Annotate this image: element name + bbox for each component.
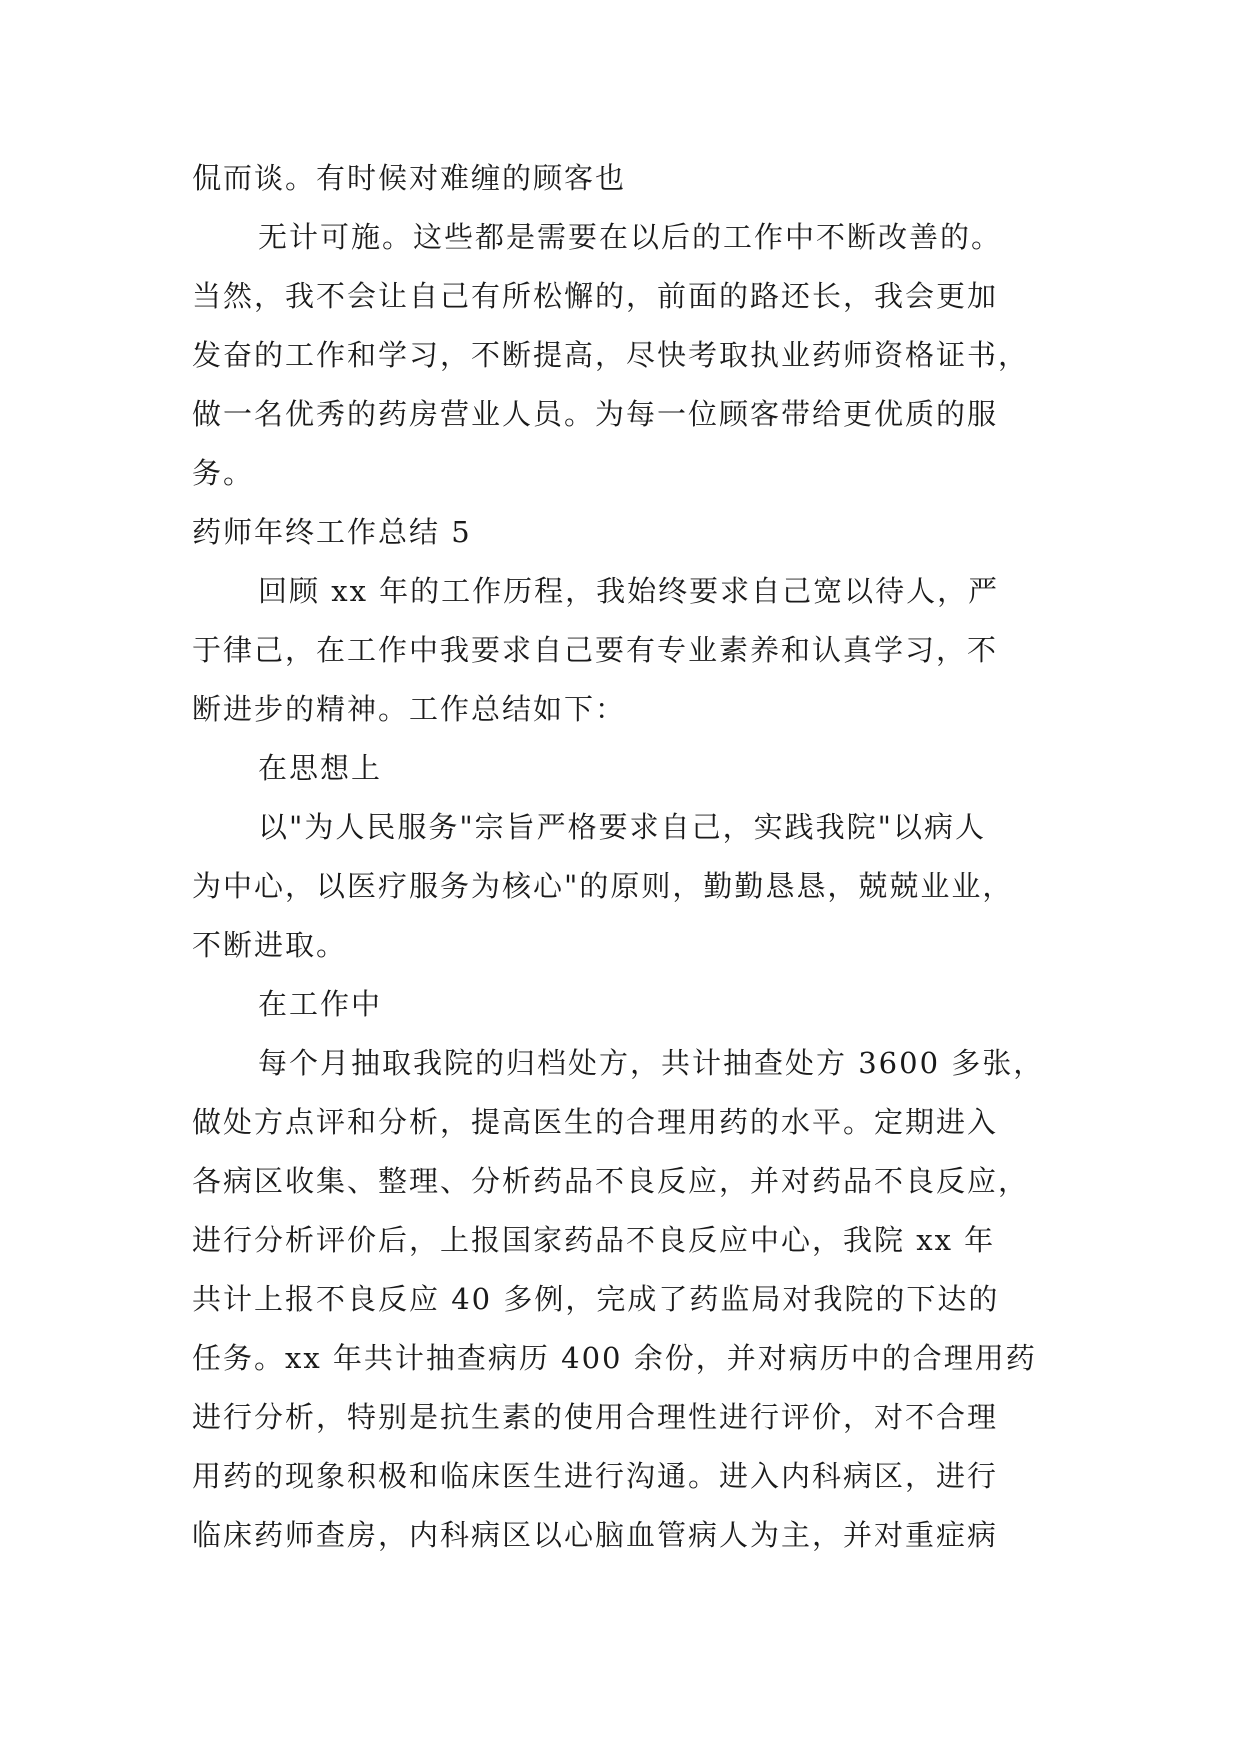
text-line: 每个月抽取我院的归档处方，共计抽查处方 3600 多张， xyxy=(258,1046,1045,1080)
text-line: 任务。xx 年共计抽查病历 400 余份，并对病历中的合理用药 xyxy=(192,1341,1037,1375)
text-line: 各病区收集、整理、分析药品不良反应，并对药品不良反应， xyxy=(192,1164,1030,1198)
text-line: 于律己，在工作中我要求自己要有专业素养和认真学习，不 xyxy=(192,633,999,667)
text-line: 回顾 xx 年的工作历程，我始终要求自己宽以待人，严 xyxy=(258,574,1000,608)
text-line: 用药的现象积极和临床医生进行沟通。进入内科病区，进行 xyxy=(192,1459,999,1493)
subheading: 在工作中 xyxy=(258,987,383,1021)
subheading: 在思想上 xyxy=(258,751,383,785)
text-line: 发奋的工作和学习，不断提高，尽快考取执业药师资格证书， xyxy=(192,338,1030,372)
text-line: 以"为人民服务"宗旨严格要求自己，实践我院"以病人 xyxy=(258,810,987,844)
text-line: 做处方点评和分析，提高医生的合理用药的水平。定期进入 xyxy=(192,1105,999,1139)
text-line: 进行分析评价后，上报国家药品不良反应中心，我院 xx 年 xyxy=(192,1223,996,1257)
text-line: 断进步的精神。工作总结如下： xyxy=(192,692,627,726)
text-line: 进行分析，特别是抗生素的使用合理性进行评价，对不合理 xyxy=(192,1400,999,1434)
text-line: 做一名优秀的药房营业人员。为每一位顾客带给更优质的服 xyxy=(192,397,999,431)
text-line: 不断进取。 xyxy=(192,928,348,962)
text-line: 共计上报不良反应 40 多例，完成了药监局对我院的下达的 xyxy=(192,1282,1000,1316)
text-line: 临床药师查房，内科病区以心脑血管病人为主，并对重症病 xyxy=(192,1518,999,1552)
text-line: 无计可施。这些都是需要在以后的工作中不断改善的。 xyxy=(258,220,1003,254)
text-line: 侃而谈。有时候对难缠的顾客也 xyxy=(192,161,627,195)
text-line: 务。 xyxy=(192,456,255,490)
text-line: 为中心，以医疗服务为核心"的原则，勤勤恳恳，兢兢业业， xyxy=(192,869,1014,903)
section-heading: 药师年终工作总结 5 xyxy=(192,515,472,549)
text-line: 当然，我不会让自己有所松懈的，前面的路还长，我会更加 xyxy=(192,279,999,313)
